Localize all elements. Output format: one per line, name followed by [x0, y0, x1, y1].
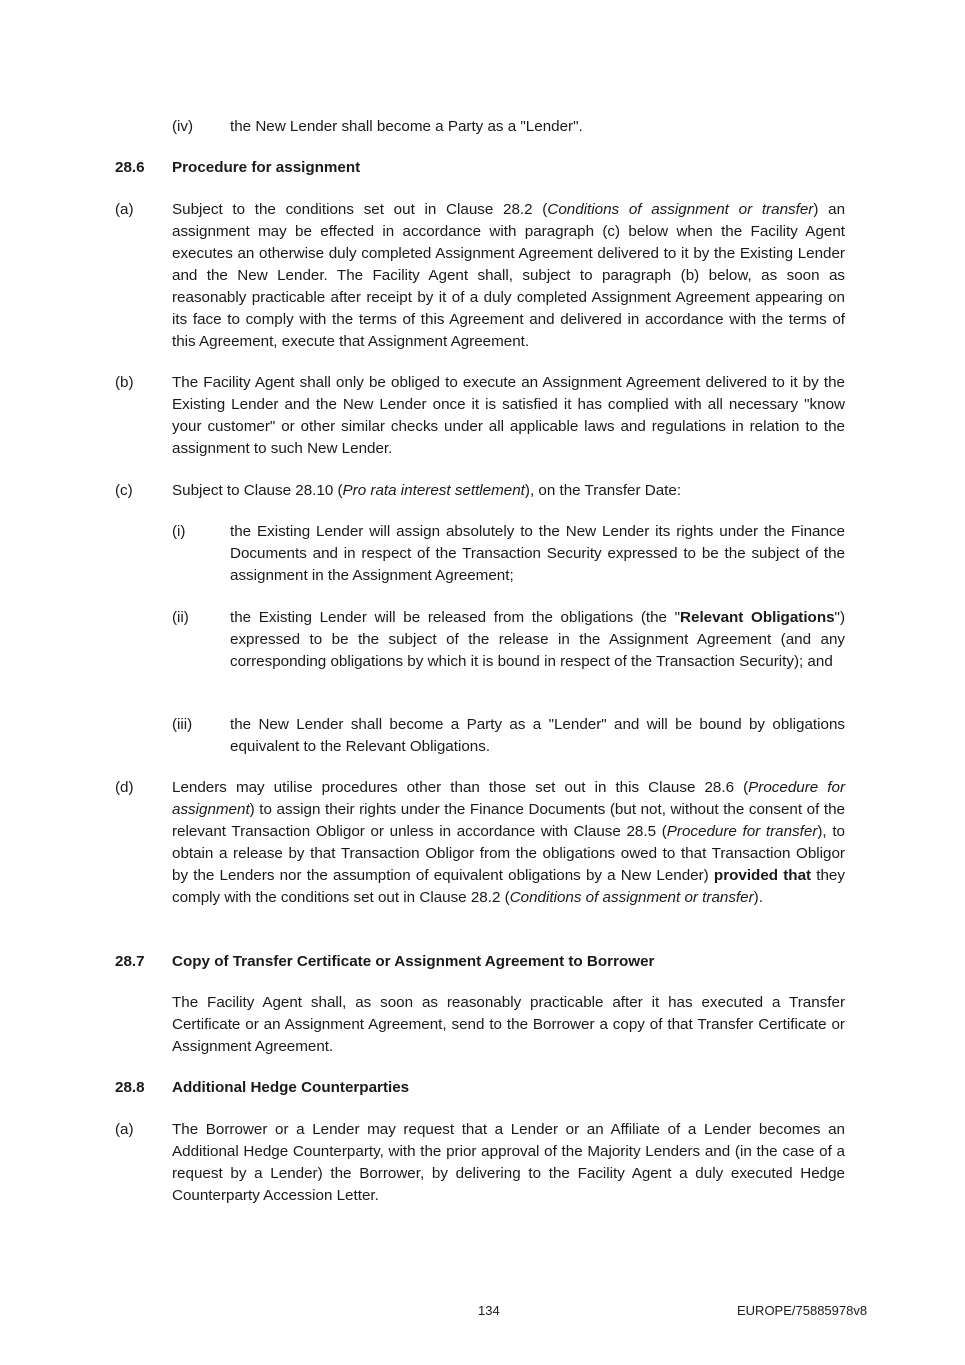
subparagraph-text: the New Lender shall become a Party as a "Lender" and will be bound by obligations equivalent to the Relevant Obligations. — [230, 716, 845, 755]
paragraph-number: (a) — [115, 201, 134, 218]
section-number: 28.8 — [115, 1079, 145, 1096]
defined-term: Relevant Obligations — [680, 609, 835, 626]
paragraph-text: The Facility Agent shall, as soon as reasonably practicable after it has executed a Transfer Certificate or an Assignment Agreement, send to the Borrower a copy of that Transfer Certificate or Assignment Agreement. — [172, 994, 845, 1055]
paragraph-text — [172, 480, 845, 502]
text-run: ) to assign their rights under the Finance Documents (but not, without the consent of the relevant Transaction Obligor or unless in accordance with Clause 28.5 ( — [172, 801, 845, 840]
section-number: 28.7 — [115, 953, 145, 970]
text-run: ), to obtain a release by that Transaction Obligor from the obligations owed to that Transaction Obligor by the Lenders nor the assumption of equivalent obligations by a New Lender) — [172, 823, 845, 884]
paragraph-number: (c) — [115, 482, 133, 499]
clause-reference: Conditions of assignment or transfer — [547, 201, 814, 218]
subparagraph-number: (iii) — [172, 716, 193, 733]
item-number: (iv) — [172, 118, 194, 135]
text-run: Subject to Clause 28.10 ( — [172, 482, 343, 499]
section-number: 28.6 — [115, 159, 145, 176]
paragraph-text: The Borrower or a Lender may request that a Lender or an Affiliate of a Lender becomes an Additional Hedge Counterparty, with the prior approval of the Majority Lenders and (in the case of a request by a Lender) the Borrower, by delivering to the Facility Agent a duly executed Hedge Counterparty Accession Letter. — [172, 1121, 845, 1204]
subparagraph-number: (i) — [172, 523, 186, 540]
subparagraph-number: (ii) — [172, 609, 189, 626]
item-text: the New Lender shall become a Party as a "Lender". — [230, 118, 583, 135]
paragraph-number: (b) — [115, 374, 134, 391]
subparagraph-text — [230, 607, 845, 673]
clause-reference: Procedure for assignment — [172, 779, 846, 818]
section-title: Copy of Transfer Certificate or Assignment Agreement to Borrower — [172, 953, 655, 970]
paragraph-text — [172, 199, 845, 353]
paragraph-text — [172, 777, 845, 909]
text-run: ") expressed to be the subject of the release in the Assignment Agreement (and any corresponding obligations by which it is bound in respect of the Transaction Security); and — [230, 609, 845, 670]
text-run: Lenders may utilise procedures other than those set out in this Clause 28.6 ( — [172, 779, 749, 796]
bold-term: provided that — [713, 867, 812, 884]
clause-reference: Pro rata interest settlement — [342, 482, 525, 499]
paragraph-number: (d) — [115, 779, 134, 796]
text-run: the Existing Lender will be released from the obligations (the " — [230, 609, 681, 626]
clause-reference: Procedure for transfer — [666, 823, 818, 840]
document-reference: EUROPE/75885978v8 — [737, 1303, 868, 1318]
section-title: Procedure for assignment — [172, 159, 361, 176]
clause-reference: Conditions of assignment or transfer — [509, 889, 754, 906]
paragraph-text: The Facility Agent shall only be obliged to execute an Assignment Agreement delivered to it by the Existing Lender and the New Lender once it is satisfied it has complied with all necessary "know your customer" or other similar checks under all applicable laws and regulations in relation to the assignment to such New Lender. — [172, 374, 845, 457]
text-run: ), on the Transfer Date: — [524, 482, 682, 499]
text-run: ). — [753, 889, 763, 906]
page-number: 134 — [478, 1303, 500, 1318]
text-run: they comply with the conditions set out in Clause 28.2 ( — [172, 867, 845, 906]
section-title: Additional Hedge Counterparties — [172, 1079, 410, 1096]
text-run: ) an assignment may be effected in accordance with paragraph (c) below when the Facility Agent executes an otherwise duly completed Assignment Agreement delivered to it by the Existing Lender and the New Lender. The Facility Agent shall, subject to paragraph (b) below, as soon as reasonably practicable after receipt by it of a duly completed Assignment Agreement appearing on its face to comply with the terms of this Agreement and delivered in accordance with the terms of this Agreement, execute that Assignment Agreement. — [172, 201, 846, 350]
text-run: Subject to the conditions set out in Clause 28.2 ( — [172, 201, 548, 218]
paragraph-number: (a) — [115, 1121, 134, 1138]
subparagraph-text: the Existing Lender will assign absolutely to the New Lender its rights under the Finance Documents and in respect of the Transaction Security expressed to be the subject of the assignment in the Assignment Agreement; — [230, 523, 845, 584]
